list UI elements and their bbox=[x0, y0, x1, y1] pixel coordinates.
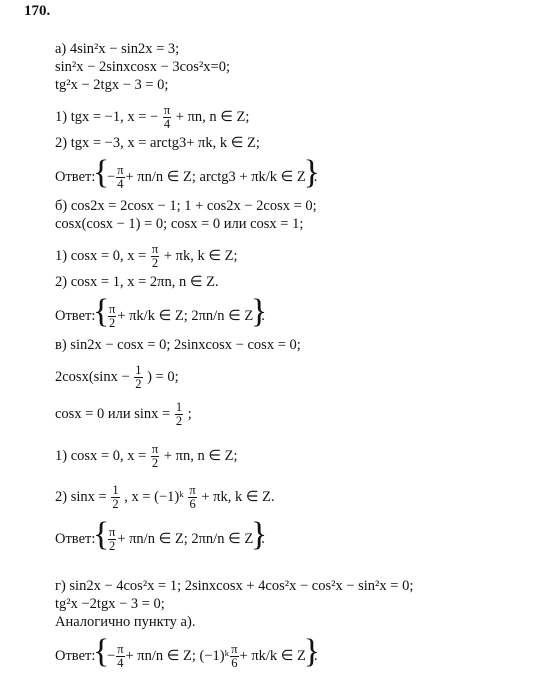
answer-set: { − $\frac{\pi}{4}$ + πn/n ∈ Z; (−1)ᵏ $\frac{\pi}{6}$ + πk/k ∈ Z } bbox=[99, 643, 314, 670]
line-a2: sin²x − 2sinxcosx − 3cos²x=0; bbox=[55, 59, 231, 75]
fraction: $\frac{\pi}{4}$ bbox=[163, 103, 171, 131]
line-c1: в) sin2x − cosx = 0; 2sinxcosx − cosx = 0; bbox=[55, 337, 301, 353]
line-c3: cosx = 0 или sinx = $\frac{1}{2}$ ; bbox=[55, 400, 192, 428]
line-a4: 1) tgx = −1, x = − $\frac{\pi}{4}$ + πn, n ∈ Z; bbox=[55, 103, 250, 131]
line-c5: 2) sinx = $\frac{1}{2}$ , x = (−1)ᵏ $\frac{\pi}{6}$ + πk, k ∈ Z. bbox=[55, 483, 275, 511]
answer-a: Ответ: { − $\frac{\pi}{4}$ + πn/n ∈ Z; arctg3 + πk/k ∈ Z } . bbox=[55, 164, 317, 191]
line-b1: б) cos2x = 2cosx − 1; 1 + cos2x − 2cosx = 0; bbox=[55, 198, 317, 214]
line-d1: г) sin2x − 4cos²x = 1; 2sinxcosx + 4cos²x − cos²x − sin²x = 0; bbox=[55, 578, 414, 594]
line-b3: 1) cosx = 0, x = $\frac{\pi}{2}$ + πk, k ∈ Z; bbox=[55, 242, 238, 270]
answer-set: { $\frac{\pi}{2}$ + πk/k ∈ Z; 2πn/n ∈ Z } bbox=[99, 303, 261, 330]
line-d3: Аналогично пункту а). bbox=[55, 614, 196, 630]
line-a1: а) 4sin²x − sin2x = 3; bbox=[55, 41, 180, 57]
line-c2: 2cosx(sinx − $\frac{1}{2}$ ) = 0; bbox=[55, 363, 179, 391]
answer-c: Ответ: { $\frac{\pi}{2}$ + πn/n ∈ Z; 2πn/n ∈ Z } . bbox=[55, 526, 265, 553]
problem-number: 170. bbox=[24, 3, 51, 19]
line-b4: 2) cosx = 1, x = 2πn, n ∈ Z. bbox=[55, 274, 219, 290]
line-b2: cosx(cosx − 1) = 0; cosx = 0 или cosx = 1; bbox=[55, 216, 304, 232]
answer-d: Ответ: { − $\frac{\pi}{4}$ + πn/n ∈ Z; (−1)ᵏ $\frac{\pi}{6}$ + πk/k ∈ Z } . bbox=[55, 643, 318, 670]
line-a5: 2) tgx = −3, x = arctg3+ πk, k ∈ Z; bbox=[55, 135, 260, 151]
line-a3: tg²x − 2tgx − 3 = 0; bbox=[55, 77, 169, 93]
line-d2: tg²x −2tgx − 3 = 0; bbox=[55, 596, 165, 612]
answer-set: { − $\frac{\pi}{4}$ + πn/n ∈ Z; arctg3 + πk/k ∈ Z } bbox=[99, 164, 314, 191]
answer-b: Ответ: { $\frac{\pi}{2}$ + πk/k ∈ Z; 2πn/n ∈ Z } . bbox=[55, 303, 265, 330]
line-c4: 1) cosx = 0, x = $\frac{\pi}{2}$ + πn, n ∈ Z; bbox=[55, 442, 238, 470]
answer-set: { $\frac{\pi}{2}$ + πn/n ∈ Z; 2πn/n ∈ Z } bbox=[99, 526, 261, 553]
